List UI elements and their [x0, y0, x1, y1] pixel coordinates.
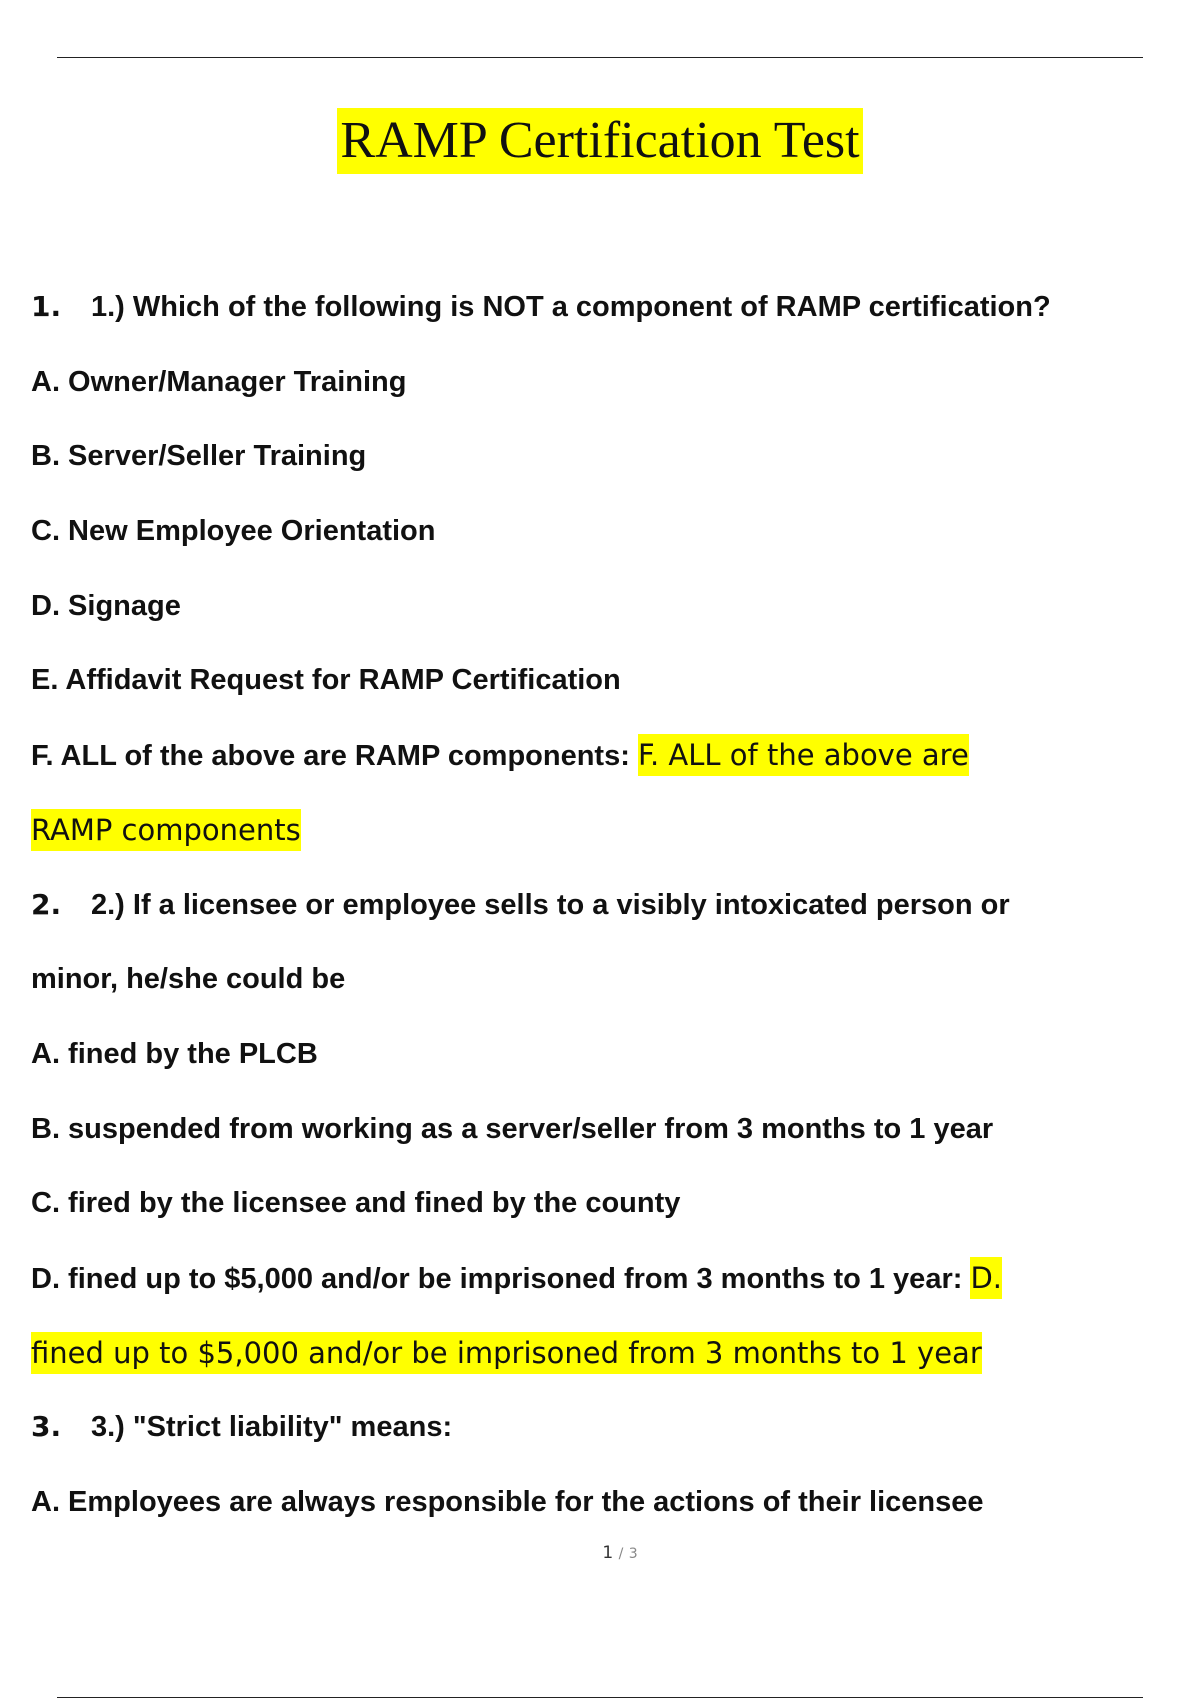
page-separator: / [618, 1546, 624, 1562]
question-text-continued: minor, he/she could be [31, 963, 346, 996]
bottom-rule [57, 1697, 1143, 1698]
option-line: B. Server/Seller Training [31, 440, 367, 473]
question-number: 3. [31, 1410, 62, 1444]
answer-highlight: F. ALL of the above are [638, 734, 969, 776]
question-1-stem [31, 270, 1181, 345]
answer-highlight-line [31, 1316, 1181, 1391]
answer-highlight: D. [970, 1257, 1002, 1299]
question-text: 2.) If a licensee or employee sells to a visibly intoxicated person or [91, 888, 1010, 921]
question-text: 1.) Which of the following is NOT a component of RAMP certification? [91, 291, 1051, 323]
page-number-indicator [0, 1543, 1200, 1563]
answer-option-text: D. fined up to $5,000 and/or be imprisoned from 3 months to 1 year: [31, 1262, 963, 1295]
question-number: 1. [31, 290, 62, 323]
option-line: D. Signage [31, 589, 181, 622]
option-line: A. Employees are always responsible for the actions of their licensee [31, 1486, 984, 1518]
title-container [0, 108, 1200, 174]
answer-highlight-line [31, 793, 1181, 868]
question-2-stem [31, 868, 1181, 943]
document-title: RAMP Certification Test [337, 108, 862, 174]
page-total: 3 [628, 1546, 638, 1562]
option-line: A. Owner/Manager Training [31, 365, 407, 398]
option-line: A. fined by the PLCB [31, 1037, 318, 1070]
question-list [31, 270, 1181, 1540]
question-number: 2. [31, 887, 62, 921]
answer-option-line [31, 718, 1181, 793]
option-line: C. New Employee Orientation [31, 515, 436, 548]
question-3-stem [31, 1390, 1181, 1465]
option-line: B. suspended from working as a server/seller from 3 months to 1 year [31, 1112, 994, 1145]
question-text: 3.) "Strict liability" means: [91, 1411, 453, 1444]
answer-highlight: RAMP components [31, 809, 301, 851]
answer-option-text: F. ALL of the above are RAMP components: [31, 740, 630, 773]
answer-option-line [31, 1241, 1181, 1316]
answer-highlight: fined up to $5,000 and/or be imprisoned from 3 months to 1 year [31, 1332, 982, 1374]
top-rule [57, 57, 1143, 58]
option-line: E. Affidavit Request for RAMP Certification [31, 664, 621, 697]
page-current: 1 [602, 1543, 614, 1563]
option-line: C. fired by the licensee and fined by the county [31, 1187, 681, 1220]
